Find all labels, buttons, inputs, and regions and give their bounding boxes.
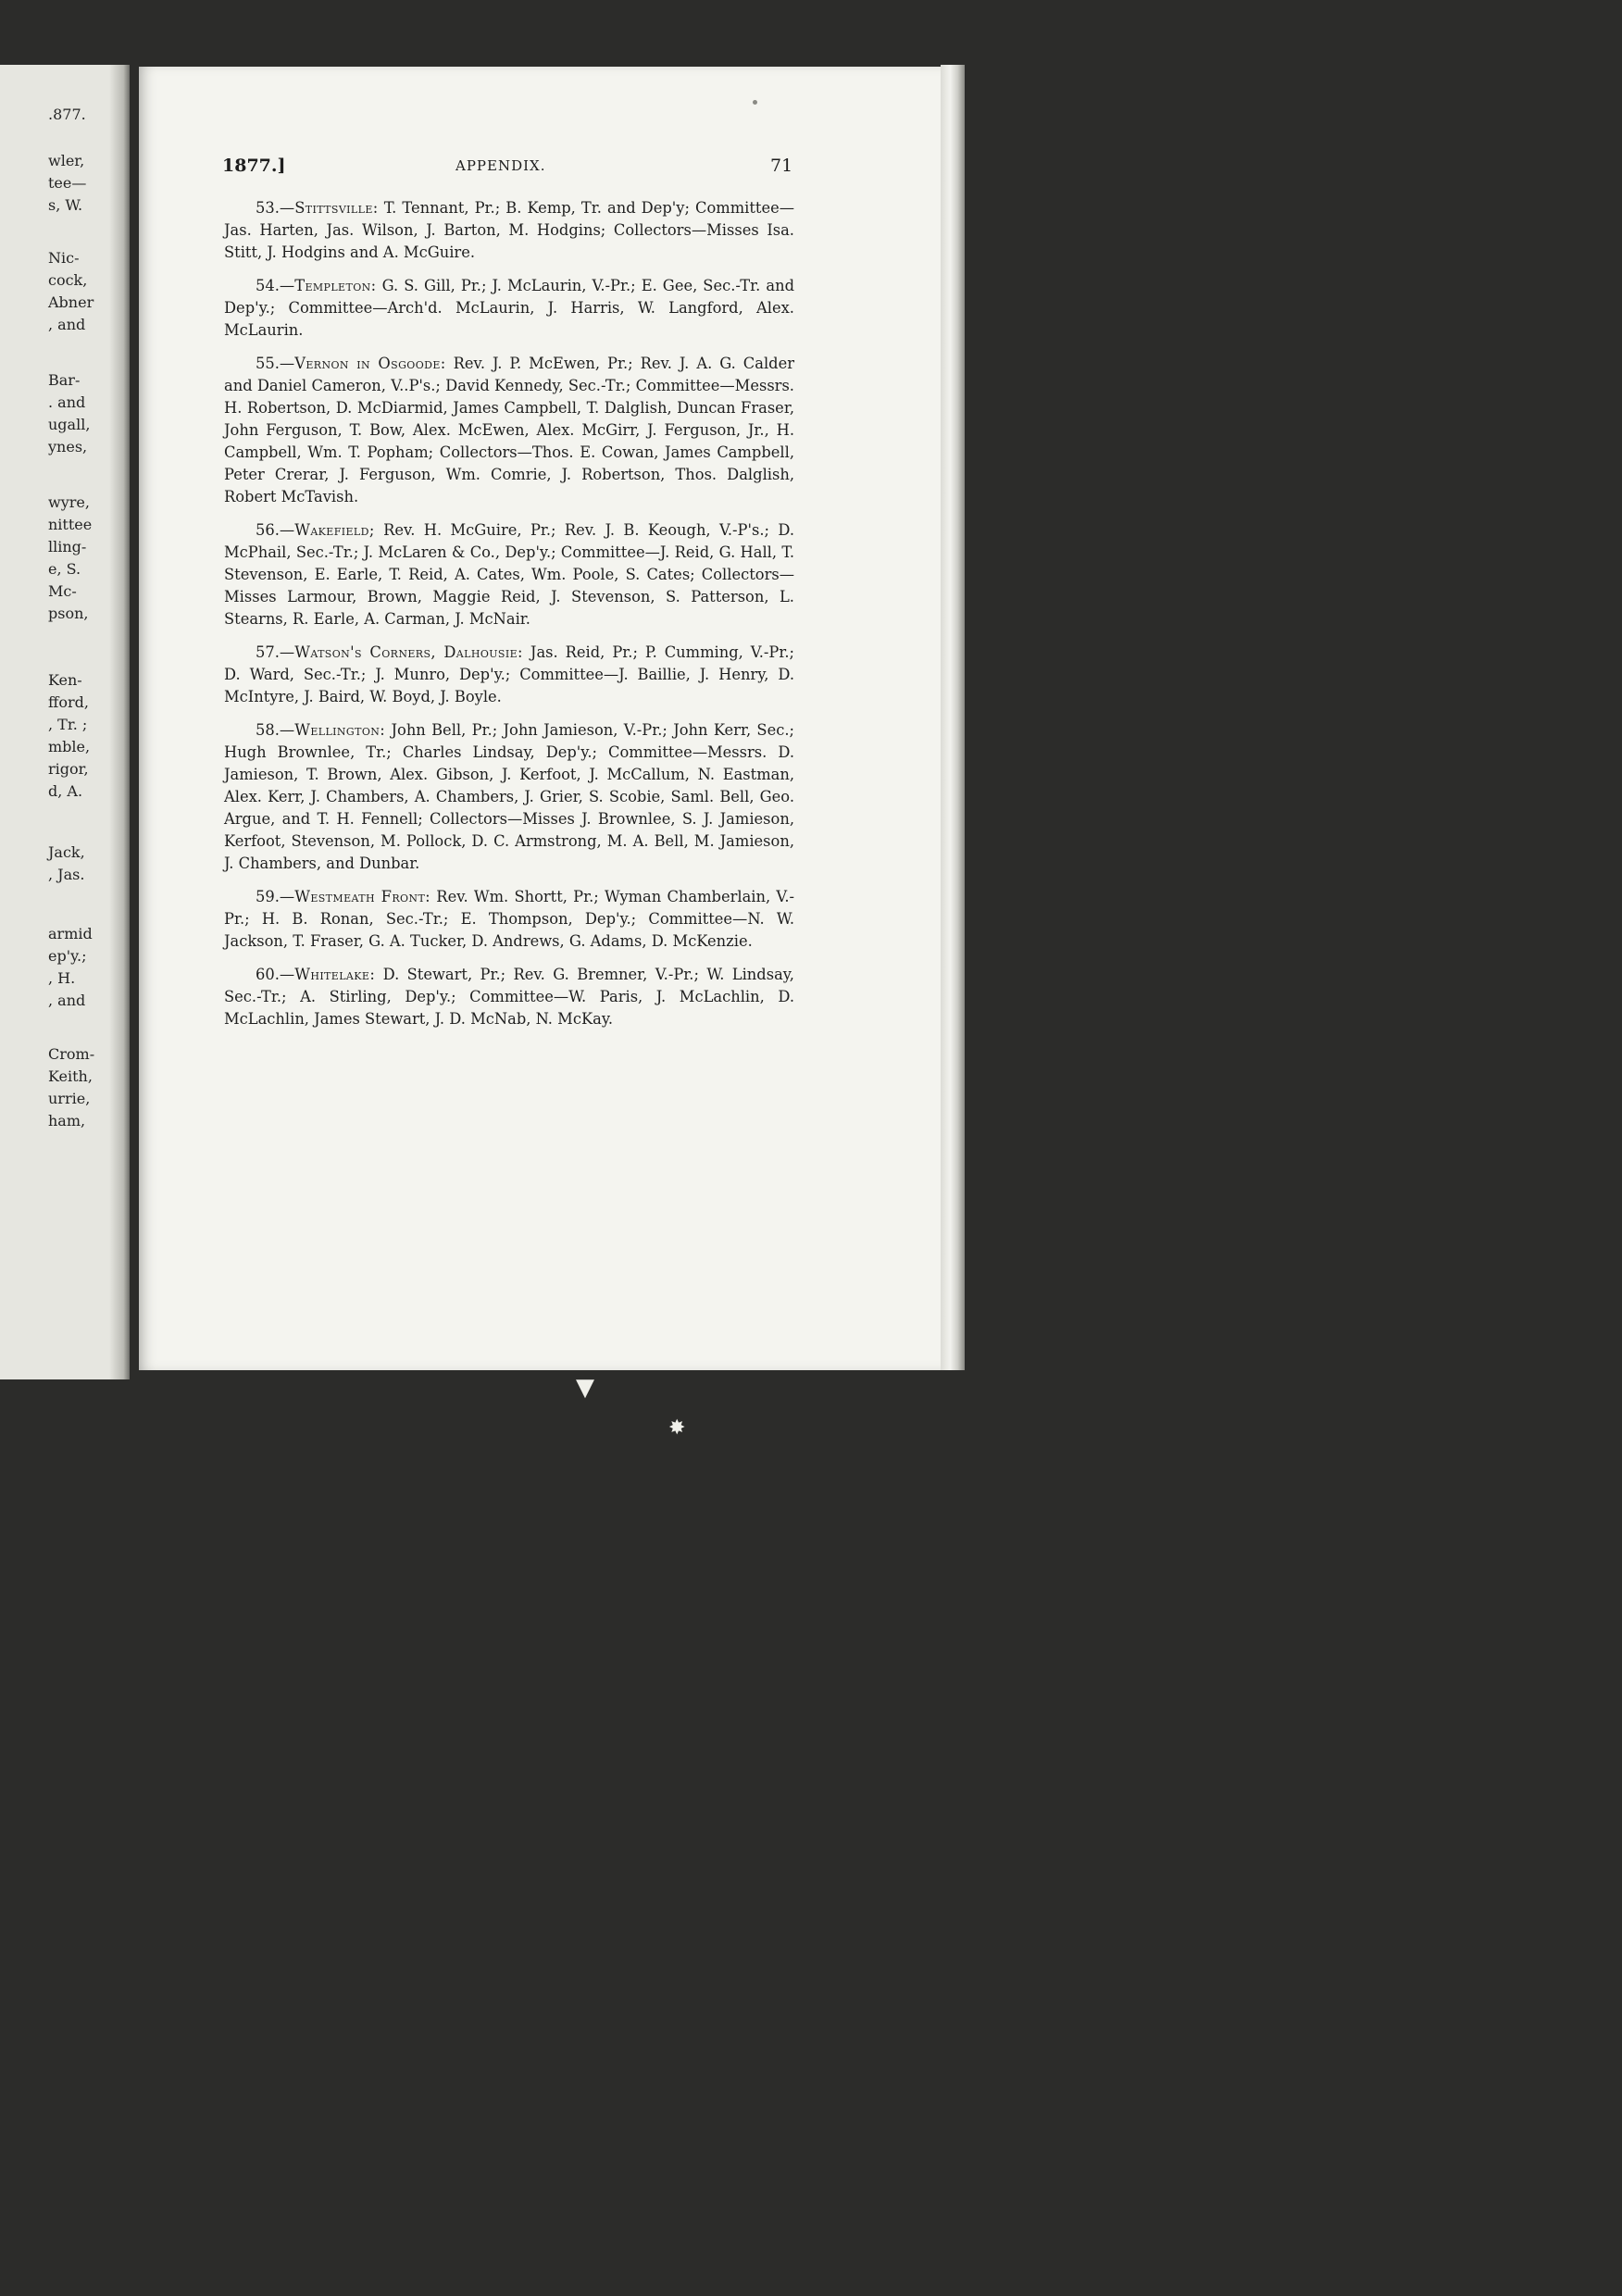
previous-page-fragment: ham, xyxy=(48,1112,86,1129)
previous-page-fragment: urrie, xyxy=(48,1090,91,1107)
entry-number: 57.— xyxy=(256,643,295,661)
society-entry xyxy=(224,886,794,953)
previous-page-fragment: Nic- xyxy=(48,249,80,267)
previous-page-fragment: s, W. xyxy=(48,196,83,214)
page-blot: ✸ xyxy=(668,1416,686,1440)
previous-page-fragment: cock, xyxy=(48,271,88,289)
entry-place: Vernon in Osgoode: xyxy=(294,355,446,372)
entry-text: Jas. Reid, Pr.; P. Cumming, V.-Pr.; D. Ward, Sec.-Tr.; J. Munro, Dep'y.; Committee—J. Baillie, J. Henry, D. McIntyre, J. Baird, W. Boyd, J. Boyle. xyxy=(224,643,795,705)
previous-page-fragment: , Tr. ; xyxy=(48,716,88,733)
previous-page-fragment: ep'y.; xyxy=(48,947,87,965)
entry-number: 56.— xyxy=(256,521,295,539)
entry-list xyxy=(224,197,794,1042)
entry-place: Wellington: xyxy=(294,721,386,739)
society-entry xyxy=(224,197,794,264)
previous-page-fragment: , Jas. xyxy=(48,866,85,883)
previous-page-fragment: d, A. xyxy=(48,782,83,800)
entry-place: Whitelake: xyxy=(294,966,376,983)
previous-page-fragment: armid xyxy=(48,925,93,942)
previous-page-fragment: wler, xyxy=(48,152,85,169)
entry-number: 58.— xyxy=(256,721,295,739)
society-entry xyxy=(224,519,794,630)
entry-text: D. Stewart, Pr.; Rev. G. Bremner, V.-Pr.; W. Lindsay, Sec.-Tr.; A. Stirling, Dep'y.; Committee—W. Paris, J. McLachlin, D. McLachlin, James Stewart, J. D. McNab, N. McKay. xyxy=(224,966,794,1028)
entry-text: T. Tennant, Pr.; B. Kemp, Tr. and Dep'y; Committee—Jas. Harten, Jas. Wilson, J. Barton, M. Hodgins; Collectors—Misses Isa. Stitt, J. Hodgins and A. McGuire. xyxy=(224,199,794,261)
previous-page-fragment: fford, xyxy=(48,693,89,711)
previous-page-fragment: rigor, xyxy=(48,760,89,778)
previous-page-fragment: Abner xyxy=(48,293,94,311)
running-head-year: 1877.] xyxy=(222,156,286,176)
previous-page-fragment: , and xyxy=(48,992,86,1009)
previous-page-fragment: Jack, xyxy=(48,843,85,861)
entry-text: Rev. Wm. Shortt, Pr.; Wyman Chamberlain, V.-Pr.; H. B. Ronan, Sec.-Tr.; E. Thompson, Dep'y.; Committee—N. W. Jackson, T. Fraser, G. A. Tucker, D. Andrews, G. Adams, D. McKenzie. xyxy=(224,888,794,950)
previous-page-fragment: Crom- xyxy=(48,1045,95,1063)
entry-place: Westmeath Front: xyxy=(294,888,431,905)
page-number: 71 xyxy=(770,156,793,176)
previous-page-fragment: wyre, xyxy=(48,493,90,511)
entry-place: Templeton: xyxy=(294,277,377,294)
previous-page xyxy=(0,65,130,1379)
previous-page-fragment: nittee xyxy=(48,516,93,533)
entry-number: 59.— xyxy=(256,888,295,905)
previous-page-fragment: mble, xyxy=(48,738,91,755)
book-page xyxy=(139,67,954,1370)
previous-page-fragment: Keith, xyxy=(48,1067,93,1085)
entry-text: G. S. Gill, Pr.; J. McLaurin, V.-Pr.; E. Gee, Sec.-Tr. and Dep'y.; Committee—Arch'd. McLaurin, J. Harris, W. Langford, Alex. McLaurin. xyxy=(224,277,794,339)
previous-page-fragment: , H. xyxy=(48,969,76,987)
entry-number: 60.— xyxy=(256,966,295,983)
entry-text: John Bell, Pr.; John Jamieson, V.-Pr.; John Kerr, Sec.; Hugh Brownlee, Tr.; Charles Lindsay, Dep'y.; Committee—Messrs. D. Jamieson, T. Brown, Alex. Gibson, J. Kerfoot, J. McCallum, N. Eastman, Alex. Kerr, J. Chambers, A. Chambers, J. Grier, S. Scobie, Saml. Bell, Geo. Argue, and T. H. Fennell; Collectors—Misses J. Brownlee, S. J. Jamieson, Kerfoot, Stevenson, M. Pollock, D. C. Armstrong, M. A. Bell, M. Jamieson, J. Chambers, and Dunbar. xyxy=(224,721,794,872)
society-entry xyxy=(224,353,794,508)
running-head-title: APPENDIX. xyxy=(455,157,546,174)
entry-text: Rev. J. P. McEwen, Pr.; Rev. J. A. G. Calder and Daniel Cameron, V..P's.; David Kennedy, Sec.-Tr.; Committee—Messrs. H. Robertson, D. McDiarmid, James Campbell, T. Dalglish, Duncan Fraser, John Ferguson, T. Bow, Alex. McEwen, Alex. McGirr, J. Ferguson, Jr., H. Campbell, Wm. T. Popham; Collectors—Thos. E. Cowan, James Campbell, Peter Crerar, J. Ferguson, Wm. Comrie, J. Robertson, Thos. Dalglish, Robert McTavish. xyxy=(224,355,795,505)
society-entry xyxy=(224,275,794,342)
previous-page-fragment: e, S. xyxy=(48,560,81,578)
society-entry xyxy=(224,719,794,875)
entry-number: 53.— xyxy=(256,199,295,217)
previous-page-fragment: .877. xyxy=(48,106,86,123)
previous-page-fragment: tee— xyxy=(48,174,87,192)
previous-page-fragment: . and xyxy=(48,393,86,411)
book-gutter xyxy=(109,65,130,1379)
entry-place: Watson's Corners, Dalhousie: xyxy=(294,643,523,661)
speck xyxy=(753,100,757,105)
previous-page-fragment: Ken- xyxy=(48,671,82,689)
society-entry xyxy=(224,964,794,1030)
previous-page-fragment: , and xyxy=(48,316,86,333)
society-entry xyxy=(224,642,794,708)
entry-number: 55.— xyxy=(256,355,295,372)
entry-text: Rev. H. McGuire, Pr.; Rev. J. B. Keough, V.-P's.; D. McPhail, Sec.-Tr.; J. McLaren & Co., Dep'y.; Committee—J. Reid, G. Hall, T. Stevenson, E. Earle, T. Reid, A. Cates, Wm. Poole, S. Cates; Collectors—Misses Larmour, Brown, Maggie Reid, J. Stevenson, S. Patterson, L. Stearns, R. Earle, A. Carman, J. McNair. xyxy=(224,521,794,628)
previous-page-fragment: ugall, xyxy=(48,416,91,433)
entry-place: Wakefield; xyxy=(294,521,375,539)
previous-page-fragment: pson, xyxy=(48,605,89,622)
entry-place: Stittsville: xyxy=(294,199,379,217)
previous-page-fragment: ynes, xyxy=(48,438,88,455)
entry-number: 54.— xyxy=(256,277,295,294)
page-edge xyxy=(941,65,965,1370)
page-blot: ▼ xyxy=(576,1374,594,1402)
previous-page-fragment: lling- xyxy=(48,538,87,555)
previous-page-fragment: Bar- xyxy=(48,371,81,389)
previous-page-fragment: Mc- xyxy=(48,582,77,600)
